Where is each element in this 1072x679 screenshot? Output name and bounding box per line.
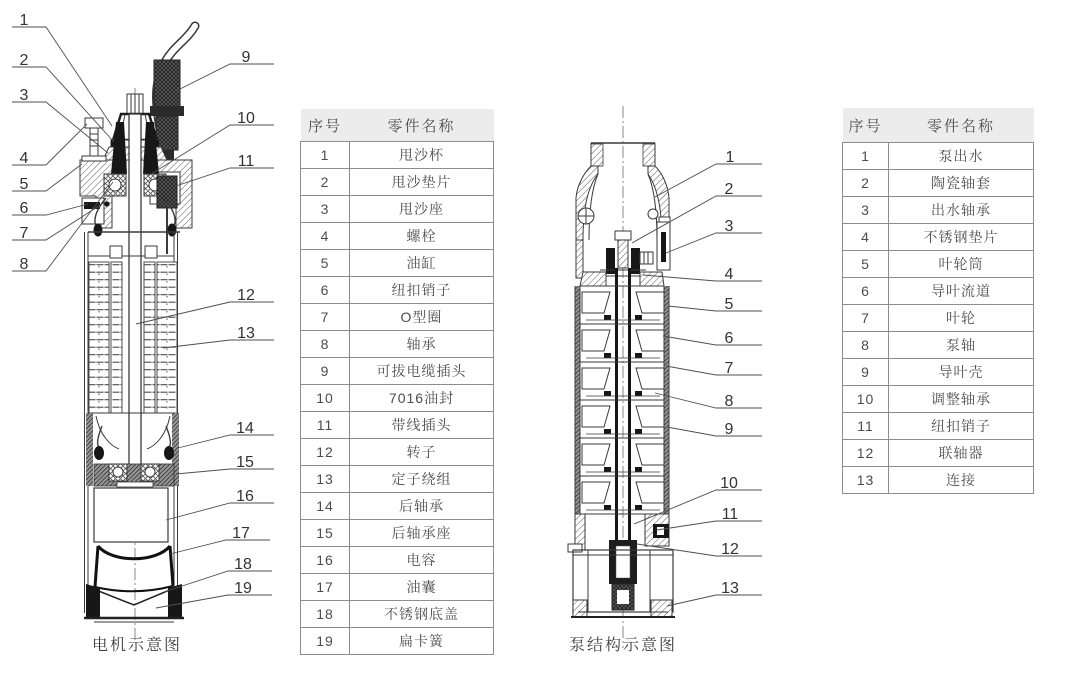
part-number: 7 [301,304,350,331]
part-number: 13 [843,467,889,494]
callout-number: 8 [724,393,734,410]
callout-number: 7 [19,225,29,242]
part-name: 导叶壳 [889,359,1034,386]
table-row [301,439,494,466]
callout-number: 2 [724,181,734,198]
table-row [301,142,494,169]
table-row [843,332,1034,359]
part-number: 4 [301,223,350,250]
part-name: 纽扣销子 [350,277,494,304]
part-number: 8 [301,331,350,358]
shaft-sleeve-assembly [580,231,664,286]
part-number: 14 [301,493,350,520]
callout-number: 9 [724,421,734,438]
table-row [843,224,1034,251]
part-name: 后轴承 [350,493,494,520]
part-number: 7 [843,305,889,332]
callout-leader [170,540,270,554]
part-name: 甩沙座 [350,196,494,223]
table-row [843,170,1034,197]
column-header: 序号 [843,108,889,143]
callout-number: 11 [721,506,739,523]
callout-number: 19 [234,580,252,597]
part-number: 9 [843,359,889,386]
part-name: 电容 [350,547,494,574]
part-number: 3 [843,197,889,224]
callout-leader [657,521,762,530]
callout-number: 12 [237,287,255,304]
part-number: 8 [843,332,889,359]
capacitor [94,488,168,542]
part-name: 定子绕组 [350,466,494,493]
table-row [301,304,494,331]
part-name: 导叶流道 [889,278,1034,305]
callout-number: 1 [19,12,29,29]
oil-bag [95,546,173,591]
part-number: 13 [301,466,350,493]
table-row [301,601,494,628]
column-header: 序号 [301,109,350,142]
callout-leader [12,27,112,126]
part-number: 9 [301,358,350,385]
o-ring-left [104,201,109,206]
callout-number: 11 [237,153,255,170]
callout-number: 4 [724,266,734,283]
table-row [843,413,1034,440]
table-row [301,574,494,601]
part-number: 6 [843,278,889,305]
callout-number: 13 [237,325,255,342]
part-name: 油缸 [350,250,494,277]
part-name: 纽扣销子 [889,413,1034,440]
part-number: 12 [301,439,350,466]
part-name: 甩沙垫片 [350,169,494,196]
part-name: 7016油封 [350,385,494,412]
pump-drawing [568,106,675,648]
part-name: 泵轴 [889,332,1034,359]
callout-number: 14 [236,420,254,437]
part-number: 10 [843,386,889,413]
callout-number: 10 [720,475,738,492]
part-number: 2 [843,170,889,197]
motor-parts-table [300,109,494,655]
part-number: 11 [301,412,350,439]
callout-leader [655,393,762,408]
callout-number: 5 [19,176,29,193]
part-name: 轴承 [350,331,494,358]
table-row [301,385,494,412]
callout-number: 1 [725,149,735,166]
column-header: 零件名称 [350,109,494,142]
callout-number: 4 [19,150,29,167]
motor-shaft [129,114,141,480]
part-name: 转子 [350,439,494,466]
table-row [301,331,494,358]
callout-number: 5 [724,296,734,313]
part-name: 不锈钢底盖 [350,601,494,628]
part-number: 15 [301,520,350,547]
bottom-cover [84,584,184,622]
part-name: O型圈 [350,304,494,331]
callout-leader [163,340,274,348]
part-number: 2 [301,169,350,196]
motor-caption: 电机示意图 [91,637,182,654]
pump-parts-table [842,108,1034,494]
callout-leader [666,233,762,253]
table-row [301,277,494,304]
table-row [843,143,1034,170]
callout-number: 3 [19,87,29,104]
callout-leader [632,196,762,243]
part-name: 连接 [889,467,1034,494]
callout-leader [666,366,762,375]
shaft-spline [127,94,143,114]
callout-number: 16 [236,488,254,505]
part-name: 叶轮筒 [889,251,1034,278]
table-row [301,250,494,277]
part-number: 11 [843,413,889,440]
bolt [82,118,106,161]
table-row [301,628,494,655]
callout-number: 9 [241,49,251,66]
table-row [301,223,494,250]
callout-number: 7 [724,360,734,377]
table-row [301,358,494,385]
callout-leader [176,469,274,474]
part-name: 甩沙杯 [350,142,494,169]
callout-number: 8 [19,256,29,273]
part-number: 19 [301,628,350,655]
callout-leader [12,67,114,142]
callout-leader [166,503,274,520]
callout-leader [667,427,762,436]
rear-bearing-seat [94,464,174,487]
callout-number: 3 [724,218,734,235]
callout-leader [178,435,274,448]
part-number: 5 [843,251,889,278]
callout-number: 6 [724,330,734,347]
callout-number: 6 [19,200,29,217]
table-row [843,359,1034,386]
table-row [843,440,1034,467]
part-number: 3 [301,196,350,223]
callout-leader [663,336,762,345]
part-number: 4 [843,224,889,251]
callout-number: 12 [721,541,739,558]
part-name: 扁卡簧 [350,628,494,655]
table-row [843,278,1034,305]
table-row [301,466,494,493]
pump-caption: 泵结构示意图 [568,637,677,654]
table-row [843,305,1034,332]
callout-leader [655,164,762,197]
table-row [301,196,494,223]
part-number: 17 [301,574,350,601]
column-header: 零件名称 [889,108,1034,143]
part-name: 叶轮 [889,305,1034,332]
part-number: 5 [301,250,350,277]
table-row [301,493,494,520]
part-name: 联轴器 [889,440,1034,467]
part-name: 调整轴承 [889,386,1034,413]
part-name: 泵出水 [889,143,1034,170]
pump-diagram [556,100,786,656]
part-number: 10 [301,385,350,412]
callout-leader [667,595,762,606]
part-name: 不锈钢垫片 [889,224,1034,251]
part-number: 1 [301,142,350,169]
table-row [301,520,494,547]
part-number: 16 [301,547,350,574]
part-name: 螺栓 [350,223,494,250]
motor-drawing [80,26,195,640]
part-name: 后轴承座 [350,520,494,547]
table-row [301,169,494,196]
part-name: 陶瓷轴套 [889,170,1034,197]
callout-number: 15 [236,454,254,471]
part-name: 可拔电缆插头 [350,358,494,385]
table-row [301,547,494,574]
callout-leader [668,306,762,311]
callout-number: 17 [232,525,250,542]
table-row [301,412,494,439]
part-name: 出水轴承 [889,197,1034,224]
callout-number: 10 [237,110,255,127]
table-row [843,251,1034,278]
callout-number: 18 [234,556,252,573]
motor-diagram [8,6,292,656]
part-name: 油囊 [350,574,494,601]
part-number: 12 [843,440,889,467]
part-number: 6 [301,277,350,304]
callout-number: 2 [19,52,29,69]
part-name: 带线插头 [350,412,494,439]
table-row [843,467,1034,494]
part-number: 18 [301,601,350,628]
callout-leader [174,64,274,92]
callout-number: 13 [721,580,739,597]
pump-stages [580,286,664,514]
part-number: 1 [843,143,889,170]
table-row [843,386,1034,413]
table-row [843,197,1034,224]
